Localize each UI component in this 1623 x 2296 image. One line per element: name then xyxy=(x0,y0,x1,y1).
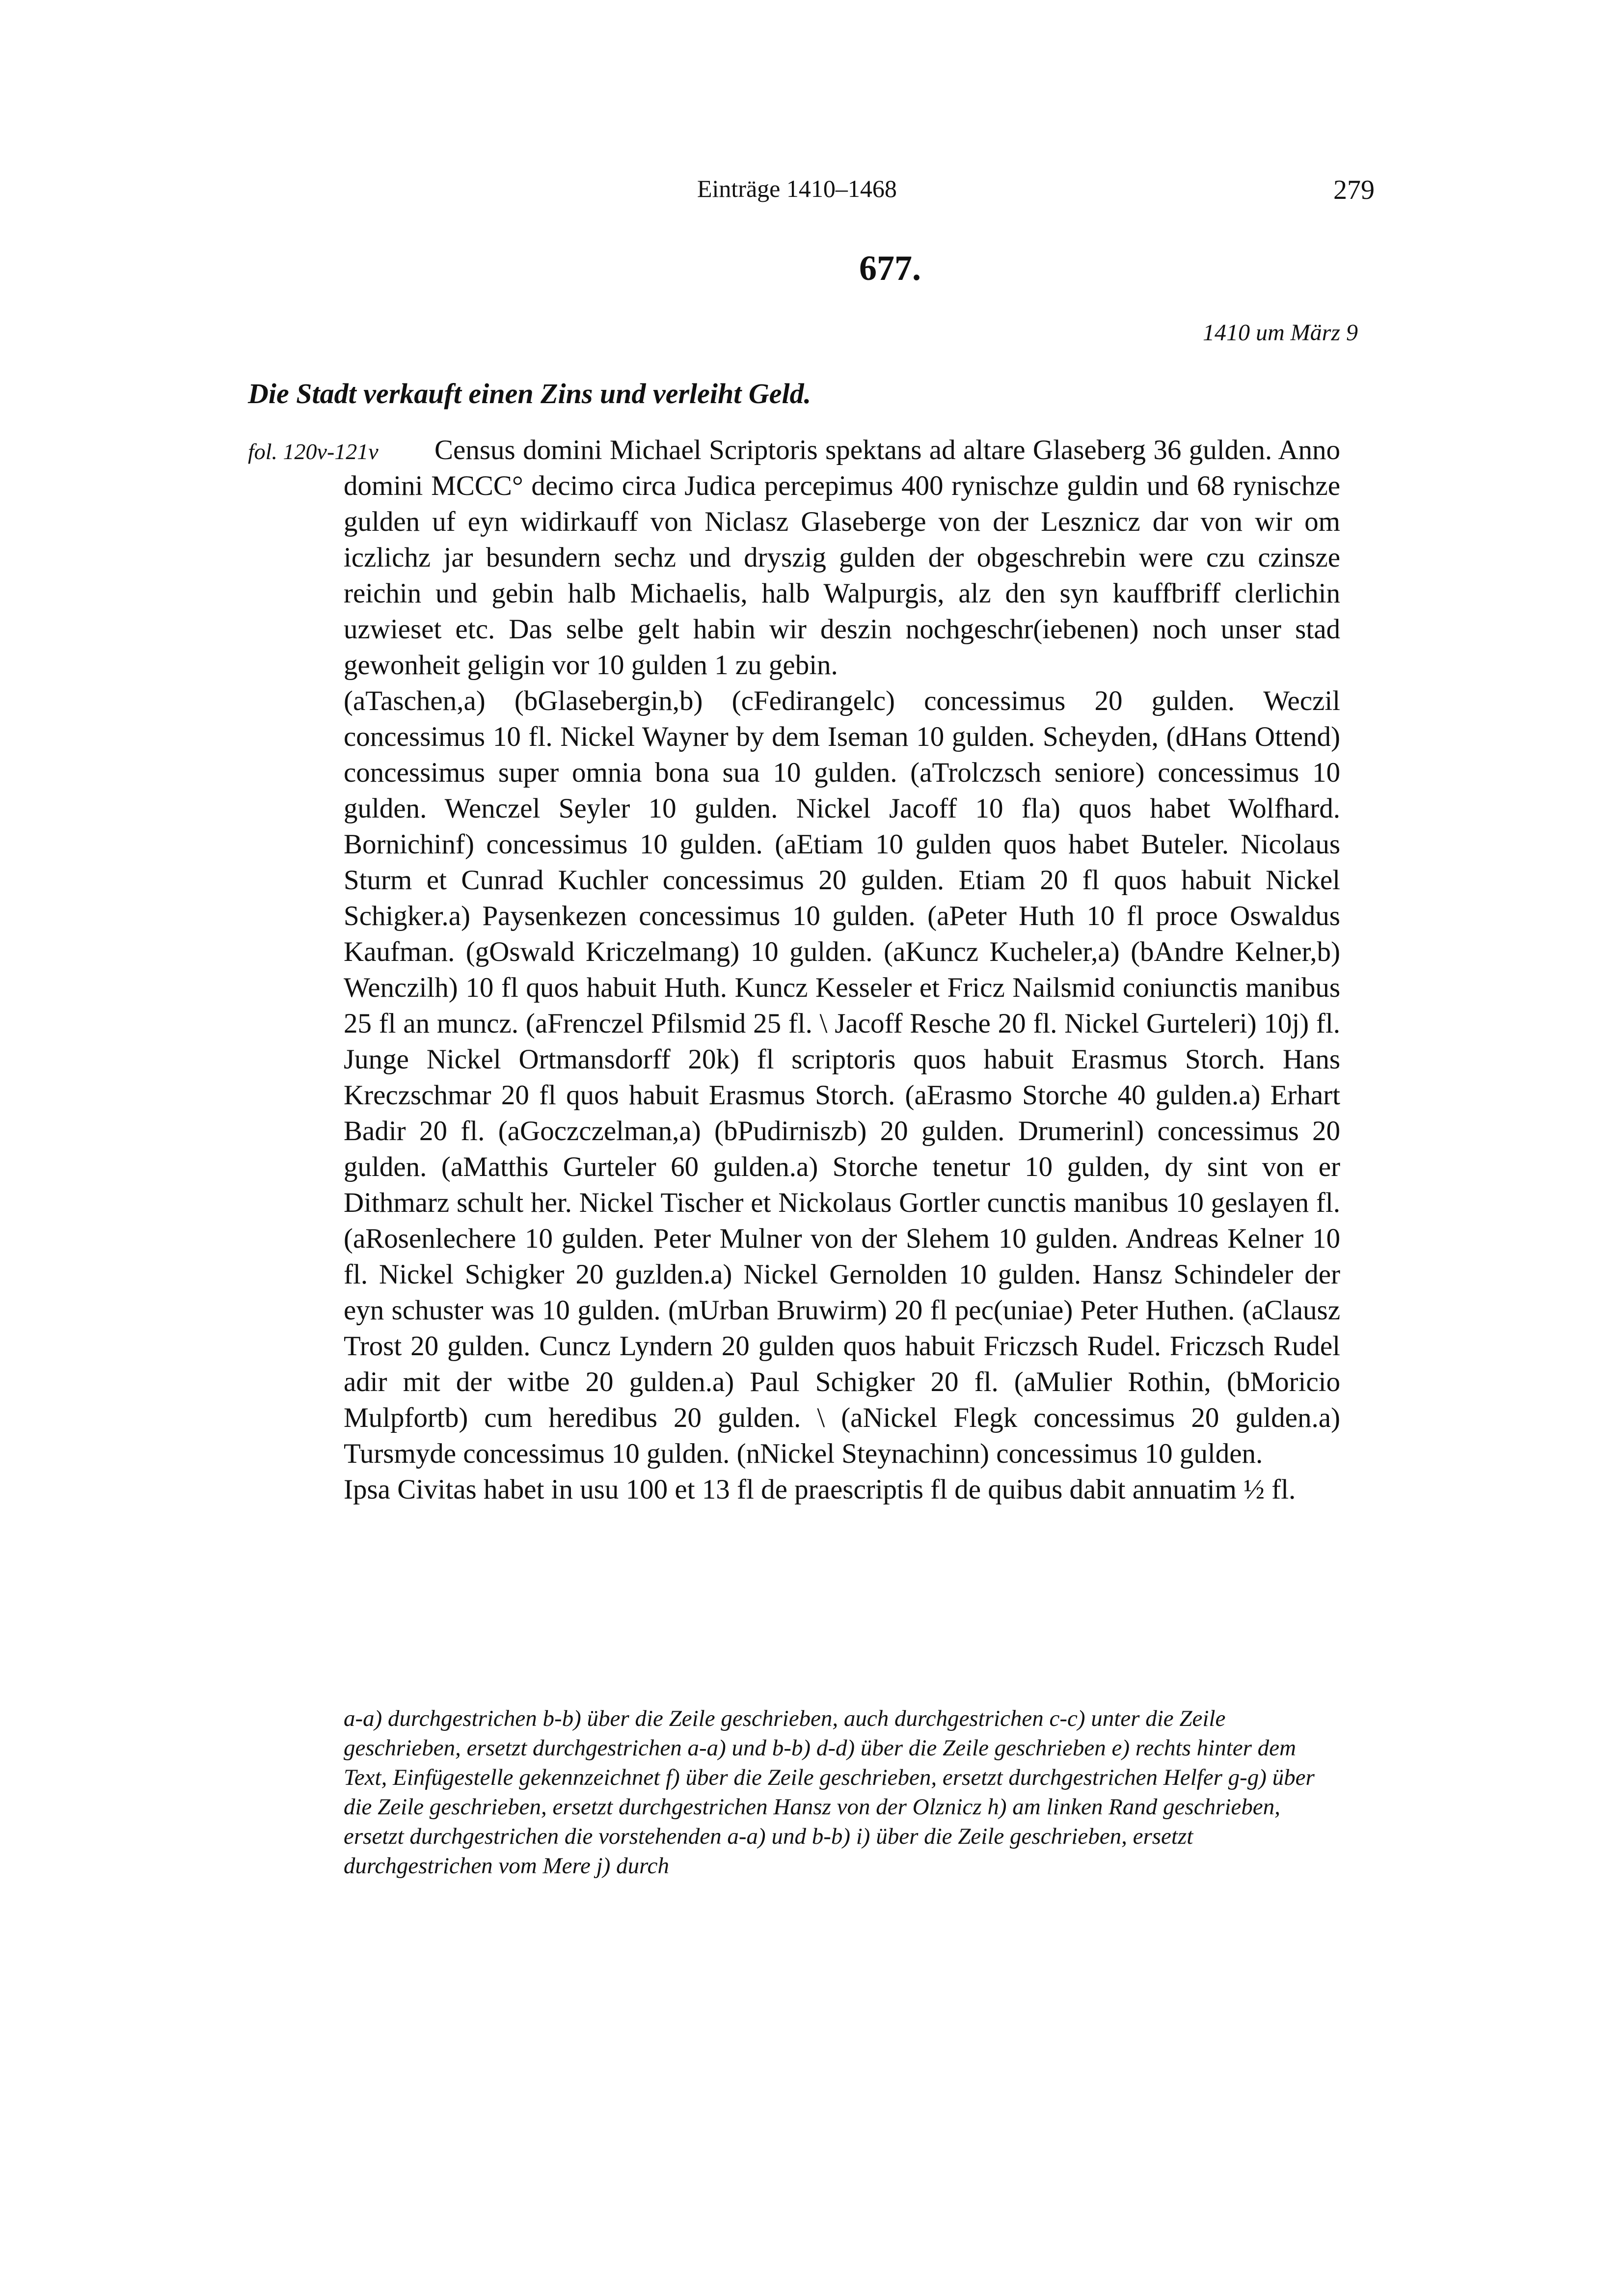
entry-date: 1410 um März 9 xyxy=(1202,320,1358,346)
page-number: 279 xyxy=(1333,175,1375,205)
source-reference: fol. 120v-121v xyxy=(248,439,379,464)
footnotes: a-a) durchgestrichen b-b) über die Zeile geschrieben, auch durchgestrichen c-c) unter die Zeile geschrieben, ersetzt durchgestrichen a-a) und b-b) d-d) über die Zeile geschrieben e) rechts hinter dem Text, Einfügestelle gekennzeichnet f) über die Zeile geschrieben, ersetzt durchgestrichen Helfer g-g) über die Zeile geschrieben, ersetzt durchgestrichen Hansz von der Olznicz h) am linken Rand geschrieben, ersetzt durchgestrichen die vorstehenden a-a) und b-b) i) über die Zeile geschrieben, ersetzt durchgestrichen vom Mere j) durch xyxy=(344,1706,1315,1879)
entry-number: 677. xyxy=(859,248,921,288)
running-head xyxy=(344,174,1375,214)
running-title: Einträge 1410–1468 xyxy=(697,175,897,202)
main-text xyxy=(344,432,1340,1507)
paragraph-civitas: Ipsa Civitas habet in usu 100 et 13 fl de praescriptis fl de quibus dabit annuatim ½ fl. xyxy=(344,1474,1296,1505)
paragraph-census: Census domini Michael Scriptoris spektans ad altare Glaseberg 36 gulden. Anno domini MCCC° decimo circa Judica percepimus 400 rynischze guldin und 68 rynischze gulden uf eyn widirkauff von Niclasz Glaseberge von der Lesznicz dar von wir om iczlichz jar besundern sechz und dryszig gulden der obgeschrebin were czu czinsze reichin und gebin halb Michaelis, halb Walpurgis, alz den syn kauffbriff clerlichin uzwieset etc. Das selbe gelt habin wir deszin nochgeschr(iebenen) noch unser stad gewonheit geligin vor 10 gulden 1 zu gebin. xyxy=(344,435,1340,681)
entry-heading: Die Stadt verkauft einen Zins und verleiht Geld. xyxy=(248,378,812,410)
paragraph-loans: (aTaschen,a) (bGlasebergin,b) (cFedirangelc) concessimus 20 gulden. Weczil concessimus 10 fl. Nickel Wayner by dem Iseman 10 gulden. Scheyden, (dHans Ottend) concessimus super omnia bona sua 10 gulden. (aTrolczsch seniore) concessimus 10 gulden. Wenczel Seyler 10 gulden. Nickel Jacoff 10 fla) quos habet Wolfhard. Bornichinf) concessimus 10 gulden. (aEtiam 10 gulden quos habet Buteler. Nicolaus Sturm et Cunrad Kuchler concessimus 20 gulden. Etiam 20 fl quos habuit Nickel Schigker.a) Paysenkezen concessimus 10 gulden. (aPeter Huth 10 fl proce Oswaldus Kaufman. (gOswald Kriczelmang) 10 gulden. (aKuncz Kucheler,a) (bAndre Kelner,b) Wenczilh) 10 fl quos habuit Huth. Kuncz Kesseler et Fricz Nailsmid coniunctis manibus 25 fl an muncz. (aFrenczel Pfilsmid 25 fl. \ Jacoff Resche 20 fl. Nickel Gurteleri) 10j) fl. Junge Nickel Ortmansdorff 20k) fl scriptoris quos habuit Erasmus Storch. Hans Kreczschmar 20 fl quos habuit Erasmus Storch. (aErasmo Storche 40 gulden.a) Erhart Badir 20 fl. (aGoczczelman,a) (bPudirniszb) 20 gulden. Drumerinl) concessimus 20 gulden. (aMatthis Gurteler 60 gulden.a) Storche tenetur 10 gulden, dy sint von er Dithmarz schult her. Nickel Tischer et Nickolaus Gortler cunctis manibus 10 geslayen fl. (aRosenlechere 10 gulden. Peter Mulner von der Slehem 10 gulden. Andreas Kelner 10 fl. Nickel Schigker 20 guzlden.a) Nickel Gernolden 10 gulden. Hansz Schindeler der eyn schuster was 10 gulden. (mUrban Bruwirm) 20 fl pec(uniae) Peter Huthen. (aClausz Trost 20 gulden. Cuncz Lyndern 20 gulden quos habuit Friczsch Rudel. Friczsch Rudel adir mit der witbe 20 gulden.a) Paul Schigker 20 fl. (aMulier Rothin, (bMoricio Mulpfortb) cum heredibus 20 gulden. \ (aNickel Flegk concessimus 20 gulden.a) Tursmyde concessimus 10 gulden. (nNickel Steynachinn) concessimus 10 gulden. xyxy=(344,685,1340,1469)
